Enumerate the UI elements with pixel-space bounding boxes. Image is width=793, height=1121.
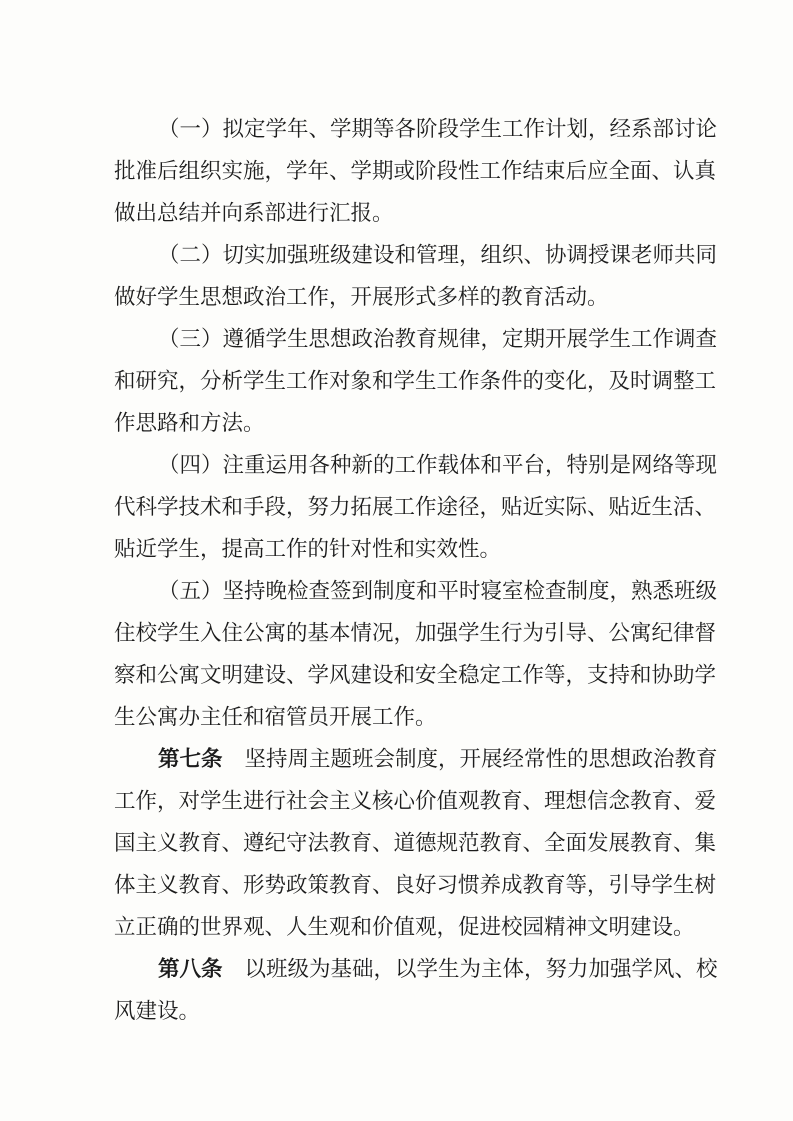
- text-line: 察和公寓文明建设、学风建设和安全稳定工作等，支持和协助学: [114, 663, 717, 688]
- text-line: 做好学生思想政治工作，开展形式多样的教育活动。: [114, 285, 609, 310]
- text-line: [158, 955, 718, 985]
- article-heading: 第七条: [158, 747, 223, 772]
- text-line: 批准后组织实施，学年、学期或阶段性工作结束后应全面、认真: [114, 159, 717, 184]
- text-line: 作思路和方法。: [114, 411, 265, 436]
- article-first-line: 坚持周主题班会制度，开展经常性的思想政治教育: [244, 747, 718, 772]
- text-line: 体主义教育、形势政策教育、良好习惯养成教育等，引导学生树: [114, 873, 717, 898]
- text-line: [158, 745, 718, 775]
- text-line: 工作，对学生进行社会主义核心价值观教育、理想信念教育、爱: [114, 789, 717, 814]
- text-line: 国主义教育、遵纪守法教育、道德规范教育、全面发展教育、集: [114, 831, 717, 856]
- text-line: 立正确的世界观、人生观和价值观，促进校园精神文明建设。: [114, 915, 695, 940]
- text-line: （五）坚持晚检查签到制度和平时寝室检查制度，熟悉班级: [158, 579, 718, 604]
- text-line: 和研究，分析学生工作对象和学生工作条件的变化，及时调整工: [114, 369, 717, 394]
- text-line: 做出总结并向系部进行汇报。: [114, 201, 394, 226]
- text-line: 代科学技术和手段，努力拓展工作途径，贴近实际、贴近生活、: [114, 495, 717, 520]
- text-line: （一）拟定学年、学期等各阶段学生工作计划，经系部讨论: [158, 117, 718, 142]
- text-line: （三）遵循学生思想政治教育规律，定期开展学生工作调查: [158, 327, 718, 352]
- text-line: 贴近学生，提高工作的针对性和实效性。: [114, 537, 502, 562]
- text-line: 风建设。: [114, 999, 201, 1024]
- article-first-line: 以班级为基础，以学生为主体，努力加强学风、校: [244, 957, 718, 982]
- text-line: （二）切实加强班级建设和管理，组织、协调授课老师共同: [158, 243, 718, 268]
- text-line: （四）注重运用各种新的工作载体和平台，特别是网络等现: [158, 453, 718, 478]
- text-line: 住校学生入住公寓的基本情况，加强学生行为引导、公寓纪律督: [114, 621, 717, 646]
- article-heading: 第八条: [158, 957, 223, 982]
- text-line: 生公寓办主任和宿管员开展工作。: [114, 705, 437, 730]
